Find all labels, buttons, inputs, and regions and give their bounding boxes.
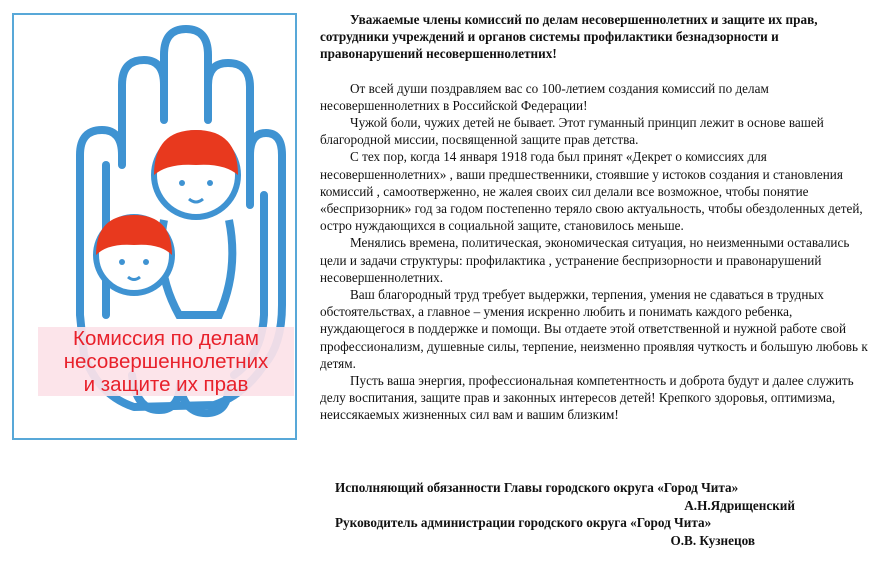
logo-frame [12, 13, 297, 440]
letter-paragraph: Ваш благородный труд требует выдержки, терпения, умения не сдаваться в трудных обстоятельствах, а главное – умения искренно любить и понимать каждого ребенка, нуждающегося в поддержке и помощи. Вы отдаете этой ответственной и нужной работе свой профессионализм, душевные силы, терпение, неизменно проявляя чуткость и большую любовь к детям. [320, 287, 868, 371]
letter-paragraph: От всей души поздравляем вас со 100-летием создания комиссий по делам несовершеннолетних в Российской Федерации! [320, 80, 769, 113]
signatory-role-2: Руководитель администрации городского округа «Город Чита» [335, 515, 712, 530]
signatory-name-1: А.Н.Ядрищенский [684, 497, 795, 513]
letter-paragraph: Чужой боли, чужих детей не бывает. Этот гуманный принцип лежит в основе вашей благородной миссии, посвященной защите прав детства. [320, 115, 824, 148]
caption-line-2: несовершеннолетних [63, 350, 269, 373]
caption-line-1: Комиссия по делам [73, 327, 259, 350]
letter-heading: Уважаемые члены комиссий по делам несовершеннолетних и защите их прав, сотрудники учреждений и органов системы профилактики безнадзорности и правонарушений несовершеннолетних! [320, 12, 818, 62]
greeting-letter [320, 11, 876, 424]
logo-caption [38, 327, 294, 396]
caption-line-3: и защите их прав [83, 373, 249, 396]
letter-paragraph: С тех пор, когда 14 января 1918 года был принят «Декрет о комиссиях для несовершеннолетних» , ваши предшественники, стоявшие у истоков создания и становления комиссий , самоотверженно, не жалея своих сил делали все возможное, чтобы понятие «беспризорник» год за годом постепенно теряло свою актуальность, чтобы обездоленных детей, остро нуждающихся в социальной защите, становилось меньше. [320, 149, 863, 234]
letter-paragraph: Пусть ваша энергия, профессиональная компетентность и доброта будут и далее служить делу воспитания, защите прав и законных интересов детей! Крепкого здоровья, оптимизма, неиссякаемых жизненных сил вам и вашим близким! [320, 373, 854, 423]
signatory-name-2: О.В. Кузнецов [670, 532, 755, 548]
signature-block [335, 479, 795, 549]
letter-paragraph: Менялись времена, политическая, экономическая ситуация, но неизменными оставались цели и задачи структуры: профилактика , устранение беспризорности и правонарушений несовершеннолетних. [320, 235, 850, 285]
signatory-role-1: Исполняющий обязанности Главы городского округа «Город Чита» [335, 480, 739, 495]
